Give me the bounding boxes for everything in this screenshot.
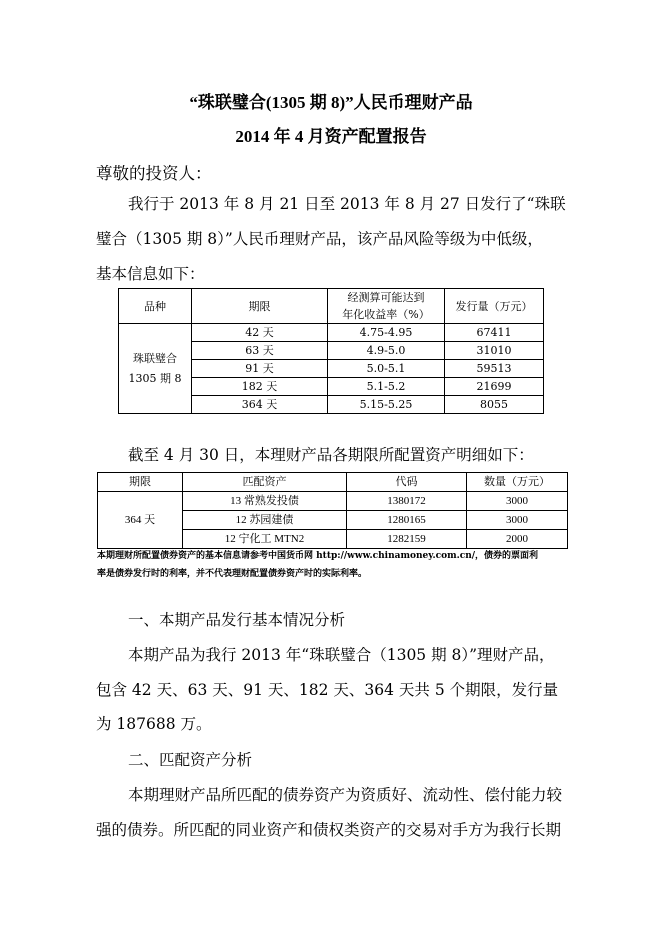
header-product: 品种 [119,289,192,324]
yield-cell: 5.1-5.2 [328,378,445,396]
product-name-line-2: 1305 期 8 [128,371,182,385]
header-code: 代码 [347,473,467,492]
section-1-heading: 一、本期产品发行基本情况分析 [128,611,346,629]
product-name-line-1: 珠联璧合 [133,351,177,365]
header-quantity: 数量（万元） [467,473,568,492]
header-yield-line-1: 经测算可能达到 [347,291,425,304]
quantity-cell: 2000 [467,530,568,549]
term-cell: 182 天 [192,378,328,396]
asset-cell: 12 苏园建债 [183,511,347,530]
header-asset: 匹配资产 [183,473,347,492]
report-subtitle: 2014 年 4 月资产配置报告 [235,127,427,146]
term-cell: 63 天 [192,342,328,360]
report-title: “珠联璧合(1305 期 8)”人民币理财产品 [189,93,473,112]
yield-cell: 5.0-5.1 [328,360,445,378]
intro-line-2: 璧合（1305 期 8）”人民币理财产品，该产品风险等级为中低级， [96,230,543,248]
section-1-line-2: 包含 42 天、63 天、91 天、182 天、364 天共 5 个期限，发行量 [96,681,559,699]
header-volume: 发行量（万元） [445,289,544,324]
header-term: 期限 [192,289,328,324]
section-1-line-1: 本期产品为我行 2013 年“珠联璧合（1305 期 8）”理财产品， [128,646,555,664]
term-cell: 91 天 [192,360,328,378]
asset-cell: 12 宁化工 MTN2 [183,530,347,549]
code-cell: 1280165 [347,511,467,530]
volume-cell: 59513 [445,360,544,378]
section-1-line-3: 为 187688 万。 [96,715,212,733]
header-term: 期限 [98,473,183,492]
code-cell: 1282159 [347,530,467,549]
yield-cell: 5.15-5.25 [328,396,445,414]
product-info-table [118,288,544,414]
intro-line-1: 我行于 2013 年 8 月 21 日至 2013 年 8 月 27 日发行了“珠联 [128,195,566,213]
header-yield-line-2: 年化收益率（%） [342,308,430,321]
section-2-line-1: 本期理财产品所匹配的债券资产为资质好、流动性、偿付能力较 [128,786,563,804]
salutation: 尊敬的投资人： [96,164,212,183]
section-2-line-2: 强的债券。所匹配的同业资产和债权类资产的交易对手方为我行长期 [96,821,562,839]
quantity-cell: 3000 [467,511,568,530]
asset-cell: 13 常熟发投债 [183,492,347,511]
asset-allocation-table [97,472,568,549]
product-name-cell [119,324,192,414]
term-cell: 364 天 [98,492,183,549]
section-2-heading: 二、匹配资产分析 [128,751,253,769]
yield-cell: 4.9-5.0 [328,342,445,360]
code-cell: 1380172 [347,492,467,511]
volume-cell: 67411 [445,324,544,342]
table-row [98,492,568,511]
term-cell: 364 天 [192,396,328,414]
volume-cell: 21699 [445,378,544,396]
intro-line-3: 基本信息如下： [96,265,205,283]
yield-cell: 4.75-4.95 [328,324,445,342]
term-cell: 42 天 [192,324,328,342]
assets-intro: 截至 4 月 30 日，本理财产品各期限所配置资产明细如下： [128,446,534,464]
volume-cell: 31010 [445,342,544,360]
header-yield [328,289,445,324]
volume-cell: 8055 [445,396,544,414]
table-row [119,324,544,342]
note-line-2: 率是债券发行时的利率，并不代表理财配置债券资产时的实际利率。 [97,569,368,579]
quantity-cell: 3000 [467,492,568,511]
note-line-1: 本期理财所配置债券资产的基本信息请参考中国货币网 http://www.chinamoney.com.cn/，债券的票面利 [97,551,539,561]
